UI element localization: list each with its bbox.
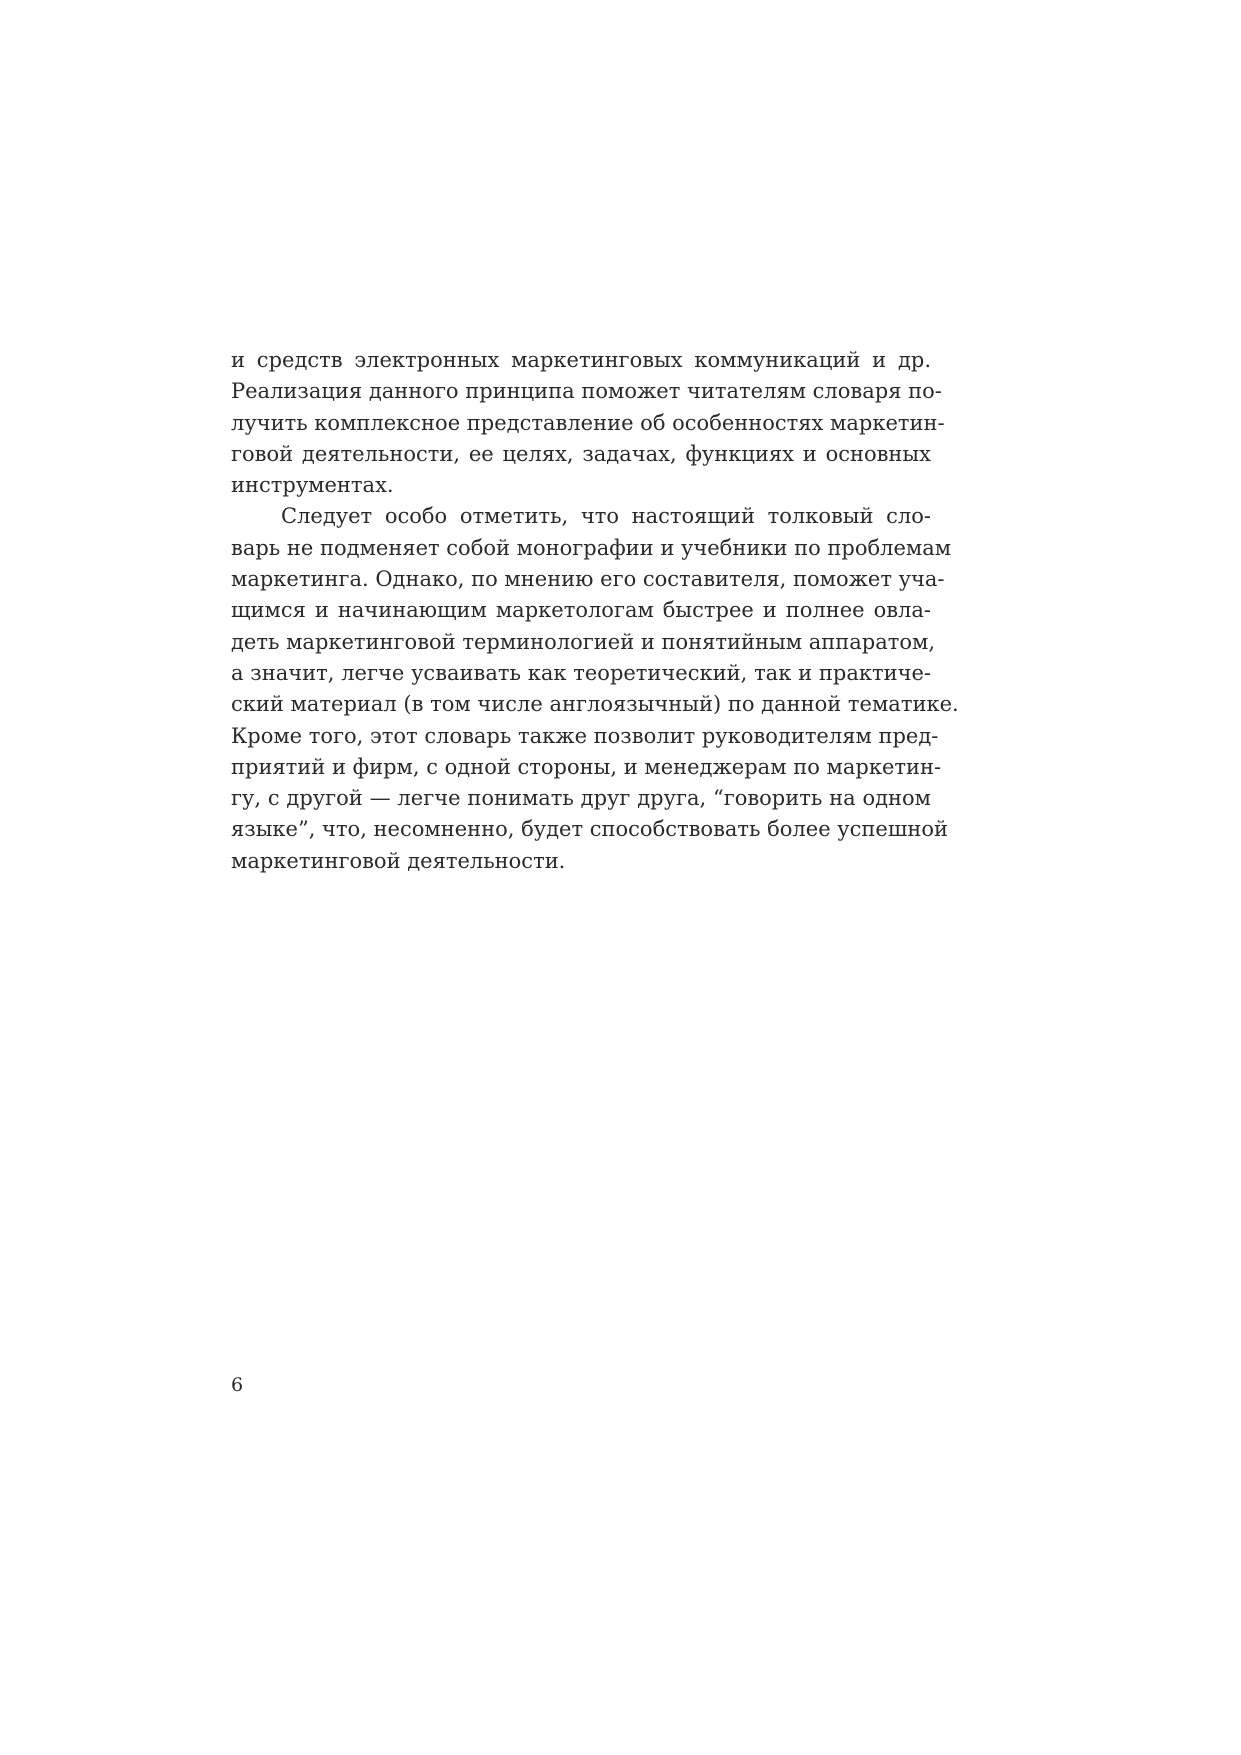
text-line: ский материал (в том числе англоязычный) по данной тематике.: [231, 692, 959, 717]
body-text: [231, 345, 959, 877]
text-line: щимся и начинающим маркетологам быстрее и полнее овла-: [231, 598, 931, 623]
text-line: языке”, что, несомненно, будет способствовать более успешной: [231, 817, 948, 842]
page-number: 6: [231, 1374, 244, 1396]
text-line: маркетинговой деятельности.: [231, 848, 566, 873]
text-line: Кроме того, этот словарь также позволит руководителям пред-: [231, 723, 939, 748]
text-line: приятий и фирм, с одной стороны, и менеджерам по маркетин-: [231, 754, 942, 779]
text-line: маркетинга. Однако, по мнению его составителя, поможет уча-: [231, 567, 945, 592]
text-line: Следует особо отметить, что настоящий толковый сло-: [281, 504, 931, 529]
text-line: и средств электронных маркетинговых коммуникаций и др.: [231, 348, 931, 372]
paragraph-2: [231, 501, 959, 877]
text-line: Реализация данного принципа поможет читателям словаря по-: [231, 379, 942, 404]
text-line: лучить комплексное представление об особенностях маркетин-: [231, 410, 945, 435]
text-line: гу, с другой — легче понимать друг друга, “говорить на одном: [231, 786, 931, 811]
text-line: варь не подменяет собой монографии и учебники по проблемам: [231, 535, 952, 560]
text-line: инструментах.: [231, 473, 394, 498]
text-line: деть маркетинговой терминологией и понятийным аппаратом,: [231, 629, 936, 654]
text-line: говой деятельности, ее целях, задачах, функциях и основных: [231, 441, 931, 466]
paragraph-1: [231, 345, 945, 501]
text-line: а значит, легче усваивать как теоретический, так и практиче-: [231, 660, 931, 685]
